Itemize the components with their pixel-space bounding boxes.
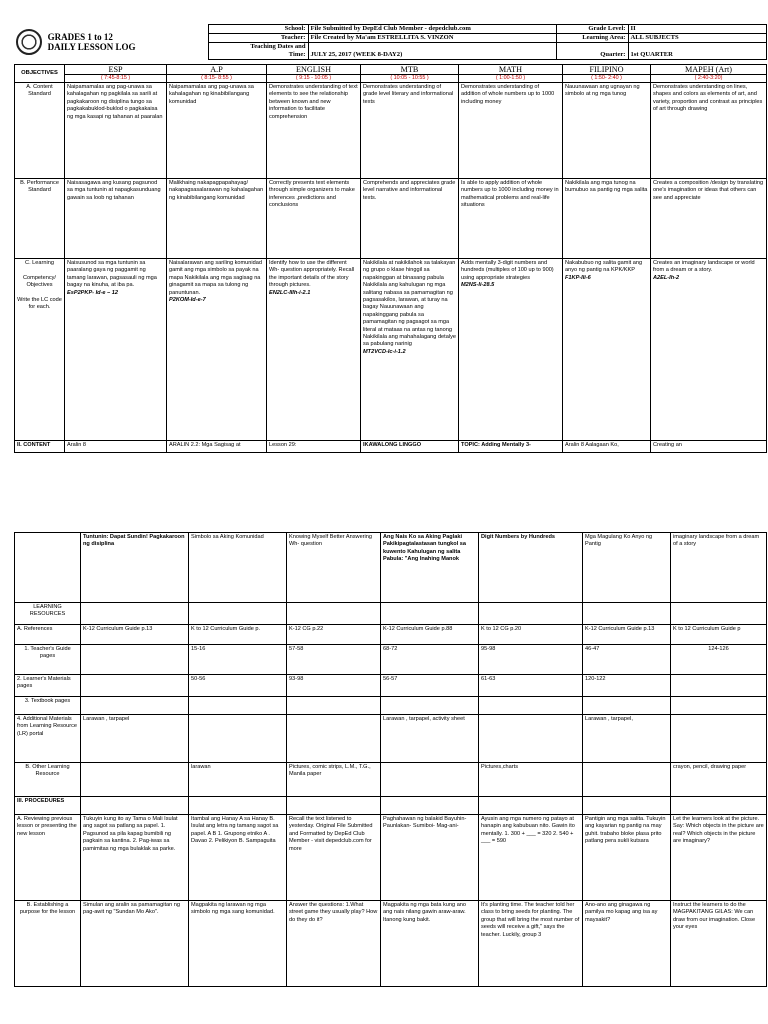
row-label: B. Establishing a purpose for the lesson (15, 901, 81, 987)
cell-mapeh: imaginary landscape from a dream of a story (671, 533, 767, 603)
row-label: B. Other Learning Resource (15, 763, 81, 797)
row-label: A. Content Standard (15, 83, 65, 179)
cell-mtb (381, 763, 479, 797)
cell-ap: K to 12 Curriculum Guide p. (189, 625, 287, 645)
teaching-dates-value: JULY 25, 2017 (WEEK 8-DAY2) (308, 43, 556, 60)
row-label: LEARNING RESOURCES (15, 603, 81, 625)
subject-mapeh: MAPEH (Art) (651, 65, 767, 75)
cell-ap: 15-16 (189, 645, 287, 675)
cell-filipino: 120-122 (583, 675, 671, 697)
cell-mtb: K-12 Curriculum Guide p.88 (381, 625, 479, 645)
title-line-2: DAILY LESSON LOG (47, 42, 136, 52)
subject-esp: ESP (65, 65, 167, 75)
cell-english: K-12 CG p.22 (287, 625, 381, 645)
row-label: B. Performance Standard (15, 179, 65, 259)
time-ap: ( 8:15- 8:55 ) (167, 75, 267, 83)
cell-math: Ayusin ang mga numero ng patayo at hanapin ang kabubuan nito. Gawin ito mentally. 1. 300 + ___ = 320 2. 540 + ___ = 590 (479, 815, 583, 901)
cell-math: Adds mentally 3-digit numbers and hundreds (multiples of 100 up to 900) using appropriate strategies M2NS-Ii-28.5 (459, 259, 563, 441)
row-label: 3. Textbook pages (15, 697, 81, 715)
cell-esp (81, 645, 189, 675)
quarter-value: 1st QUARTER (628, 43, 766, 60)
time-esp: ( 7:45-8:15 ) (65, 75, 167, 83)
cell-english: 93-98 (287, 675, 381, 697)
cell-esp: K-12 Curriculum Guide p.13 (81, 625, 189, 645)
cell-filipino (583, 763, 671, 797)
cell-filipino: Nauunawaan ang ugnayan ng simbolo at ng mga tunog (563, 83, 651, 179)
lc-code: P2KOM-Id-e-7 (169, 297, 206, 304)
additional-materials-row (15, 715, 767, 763)
cell-esp: Naipamamalas ang pag-unawa sa kahalagahan ng pagkilala sa sarili at pagkakaroon ng disiplina tungo sa pagkakabuklod-buklod o pagkakaisa ng mga kasapi ng tahanan at paaralan (65, 83, 167, 179)
cell-mtb: 68-72 (381, 645, 479, 675)
learning-area-label: Learning Area: (556, 34, 628, 43)
deped-seal-icon (16, 29, 42, 55)
cell-mapeh: Creating an (651, 441, 767, 453)
row-label: A. Reviewing previous lesson or presenting the new lesson (15, 815, 81, 901)
cell-ap: 50-56 (189, 675, 287, 697)
lc-code: M2NS-Ii-28.5 (461, 282, 495, 289)
competency-row (15, 259, 767, 441)
cell-english: Identify how to use the different Wh- question appropriately. Recall the important details of the story through pictures. EN2LC-IIIh-i-2.1 (267, 259, 361, 441)
subject-ap: A.P (167, 65, 267, 75)
cell-math: Digit Numbers by Hundreds (479, 533, 583, 603)
cell-math: Pictures,charts (479, 763, 583, 797)
reviewing-row (15, 815, 767, 901)
references-row (15, 625, 767, 645)
row-label: III. PROCEDURES (15, 797, 81, 815)
cell-ap: Naisalarawan ang sariling komunidad gamit ang mga simbolo sa payak na mapa Nakikilala ang mga sagisag na ginagamit sa mapa sa tulong ng panuntunan. P2KOM-Id-e-7 (167, 259, 267, 441)
row-label: 4. Additional Materials from Learning Resource (LR) portal (15, 715, 81, 763)
cell-math: 61-63 (479, 675, 583, 697)
cell-esp: Simulan ang aralin sa pamamagitan ng pag-awit ng "Sundan Mo Ako". (81, 901, 189, 987)
cell-english: Correctly presents text elements through simple organizers to make inferences ,predictions and conclusions (267, 179, 361, 259)
cell-ap: Naipamamalas ang pag-unawa sa kahalagahan ng kinabibilangang komunidad (167, 83, 267, 179)
cell-mtb: Magpakita ng mga bata kung ano ang nais nilang gawin araw-araw. Itanong kung bakit. (381, 901, 479, 987)
cell-filipino: Nakabubuo ng salita gamit ang anyo ng pantig na KPK/KKP F1KP-IIi-6 (563, 259, 651, 441)
time-math: ( 1:00-1:50 ) (459, 75, 563, 83)
objectives-heading: OBJECTIVES (15, 65, 65, 83)
cell-math: Is able to apply addition of whole numbers up to 1000 including money in mathematical problems and real-life situations (459, 179, 563, 259)
time-filipino: ( 1:50- 2:40 ) (563, 75, 651, 83)
textbook-row (15, 697, 767, 715)
cell-english (287, 715, 381, 763)
cell-mtb: Paghahawan ng balakid Bayuhin- Paunlakan- Sumiboi- Mag-ani- (381, 815, 479, 901)
cell-mapeh: crayon, pencil, drawing paper (671, 763, 767, 797)
cell-math: 95-98 (479, 645, 583, 675)
cell-math: It's planting time. The teacher told her class to bring seeds for planting. The group that will bring the most number of seeds will receive a gift," says the teacher. Luckily, group 3 (479, 901, 583, 987)
lc-code: EsP2PKP- Id-e – 12 (67, 289, 118, 296)
lesson-log-page-top (14, 24, 766, 453)
teacher-label: Teacher: (208, 34, 308, 43)
cell-filipino: K-12 Curriculum Guide p.13 (583, 625, 671, 645)
content-standard-row (15, 83, 767, 179)
cell-mapeh: Demonstrates understanding on lines, shapes and colors as elements of art, and variety, proportion and contrast as principles of art through drawing (651, 83, 767, 179)
cell-filipino: 46-47 (583, 645, 671, 675)
cell-mtb: Nakikilala at nakikilahok sa talakayan ng grupo o klase hinggil sa napakinggan at binasang pabula Nakikilala ang kahulugan ng mga salitang nabasa sa pamamagitan ng pagsasakilos, larawan, at turay na bagay Nauunawaan ang napakinggang pabula sa pamamagitan ng pagsagot sa mga literal at mataas na antas ng tanong Nakikilala ang mahahalagang detalye sa pabulang narinig MT2VCD-Ic-i-1.2 (361, 259, 459, 441)
lesson-log-page-bottom (14, 532, 766, 987)
cell-ap: ARALIN 2.2: Mga Sagisag at (167, 441, 267, 453)
cell-ap: Simbolo sa Aking Komunidad (189, 533, 287, 603)
cell-esp: Tukuyin kung ito ay Tama o Mali Isulat ang sagot sa patlang sa papel. 1. Pagsunod sa pila kapag bumibili ng pagkain sa kantina. 2. Pag-iwas sa pamimitas ng mga bulaklak sa parke. (81, 815, 189, 901)
learning-resources-row (15, 603, 767, 625)
teachers-guide-row (15, 645, 767, 675)
cell-esp (81, 763, 189, 797)
cell-filipino: Aralin 8 Aalagaan Ko, (563, 441, 651, 453)
cell-mtb: IKAWALONG LINGGO (361, 441, 459, 453)
lc-code: MT2VCD-Ic-i-1.2 (363, 348, 406, 355)
subject-filipino: FILIPINO (563, 65, 651, 75)
cell-filipino: Mga Magulang Ko Anyo ng Pantig (583, 533, 671, 603)
school-label: School: (208, 25, 308, 34)
performance-standard-row (15, 179, 767, 259)
learners-materials-row (15, 675, 767, 697)
cell-esp (81, 675, 189, 697)
cell-ap (189, 715, 287, 763)
cell-mapeh: Creates an imaginary landscape or world from a dream or a story. A2EL-Ih-2 (651, 259, 767, 441)
cell-mapeh (671, 675, 767, 697)
cell-math: K to 12 CG p.20 (479, 625, 583, 645)
lc-code: A2EL-Ih-2 (653, 274, 680, 281)
row-label: 1. Teacher's Guide pages (15, 645, 81, 675)
time-english: ( 9:15 - 10:05 ) (267, 75, 361, 83)
cell-mtb: Demonstrates understanding of grade level literary and informational texts (361, 83, 459, 179)
cell-filipino: Pantigin ang mga salita. Tukuyin ang kayarian ng pantig na may guhit. trabaho bloke plasa prito patlang pera sukli kutsara (583, 815, 671, 901)
cell-mtb: Comprehends and appreciates grade level narrative and informational texts. (361, 179, 459, 259)
objectives-table (14, 64, 767, 453)
resources-table (14, 532, 767, 987)
cell-esp: Naisasagawa ang kusang pagsunod sa mga tuntunin at napagkasunduang gawain sa loob ng tahanan (65, 179, 167, 259)
quarter-label: Quarter: (556, 43, 628, 60)
cell-math (479, 715, 583, 763)
cell-filipino: Nakikilala ang mga tunog na bumubuo sa pantig ng mga salita (563, 179, 651, 259)
cell-english: Knowing Myself Better Answering Wh- question (287, 533, 381, 603)
content-row (15, 441, 767, 453)
cell-mapeh: Creates a composition /design by translating one's imagination or ideas that others can see and appreciate (651, 179, 767, 259)
cell-mapeh: Instruct the learners to do the MAGPAKITANG GILAS: We can draw from our imagination. Close your eyes (671, 901, 767, 987)
learning-area-value: ALL SUBJECTS (628, 34, 766, 43)
cell-english: Demonstrates understanding of text elements to see the relationship between known and new information to facilitate comprehension (267, 83, 361, 179)
row-label: C. Learning Competency/ Objectives Write the LC code for each. (15, 259, 65, 441)
cell-english: Lesson 29: (267, 441, 361, 453)
time-mtb: ( 10:05 - 10:55 ) (361, 75, 459, 83)
title-block (14, 25, 208, 60)
teaching-dates-label: Teaching Dates and Time: (208, 43, 308, 60)
cell-english: Recall the text listened to yesterday. Original File Submitted and Formatted by DepEd Club Member - visit depedclub.com for more (287, 815, 381, 901)
subject-mtb: MTB (361, 65, 459, 75)
procedures-row (15, 797, 767, 815)
lc-code: F1KP-IIi-6 (565, 274, 591, 281)
cell-esp: Larawan , tarpapel (81, 715, 189, 763)
cell-filipino: Larawan , tarpapel, (583, 715, 671, 763)
header-table (14, 24, 767, 60)
cell-mapeh: K to 12 Curriculum Guide p (671, 625, 767, 645)
cell-esp: Tuntunin: Dapat Sundin! Pagkakaroon ng disiplina (81, 533, 189, 603)
time-mapeh: ( 2:40-3:20) (651, 75, 767, 83)
cell-mtb: 56-57 (381, 675, 479, 697)
cell-math: TOPIC: Adding Mentally 3- (459, 441, 563, 453)
lc-code: EN2LC-IIIh-i-2.1 (269, 289, 311, 296)
title-line-1: GRADES 1 to 12 (47, 32, 113, 42)
cell-english: Answer the questions: 1.What street game they usually play? How do they do it? (287, 901, 381, 987)
cell-mtb: Ang Nais Ko sa Aking Paglaki Pakikipagtalastasan tungkol sa kuwento Kahulugan ng salita Pabula: "Ang Inahing Manok (381, 533, 479, 603)
grade-label: Grade Level: (556, 25, 628, 34)
cell-mtb: Larawan , tarpapel, activity sheet (381, 715, 479, 763)
cell-math: Demonstrates understanding of addition of whole numbers up to 1000 including money (459, 83, 563, 179)
cell-english: 57-58 (287, 645, 381, 675)
cell-esp: Naisusunod sa mga tuntunin sa paaralang gaya ng paggamit ng tamang larawan, pagsasauli ng mga bagay na kinuha, at iba pa. EsP2PKP- Id-e – 12 (65, 259, 167, 441)
cell-ap: Magpakita ng larawan ng mga simbolo ng mga sang komunidad. (189, 901, 287, 987)
cell-ap: Itambal ang Hanay A sa Hanay B. Isulat ang letra ng tamang sagot sa papel. A B 1. Grupong etniko A . Davao 2. Pelikiyon B. Sampaguita (189, 815, 287, 901)
cell-mapeh: Let the learners look at the picture. Say: Which objects in the picture are real? Which objects in the picture are imaginary? (671, 815, 767, 901)
cell-ap: larawan (189, 763, 287, 797)
other-resources-row (15, 763, 767, 797)
grade-value: II (628, 25, 766, 34)
content-continuation-row (15, 533, 767, 603)
school-value: File Submitted by DepEd Club Member - depedclub.com (308, 25, 556, 34)
cell-mapeh (671, 715, 767, 763)
row-label: II. CONTENT (15, 441, 65, 453)
cell-english: Pictures, comic strips, L.M., T.G., Manila paper (287, 763, 381, 797)
establishing-row (15, 901, 767, 987)
cell-filipino: Ano-ano ang ginagawa ng pamilya mo kapag ang isa ay maysakit? (583, 901, 671, 987)
cell-esp: Aralin 8 (65, 441, 167, 453)
cell-mapeh: 124-126 (671, 645, 767, 675)
subject-english: ENGLISH (267, 65, 361, 75)
subject-math: MATH (459, 65, 563, 75)
teacher-value: File Created by Ma'am ESTRELLITA S. VINZON (308, 34, 556, 43)
cell-ap: Malikhaing nakapagpapahayag/ nakapagsasalarawan ng kahalagahan ng kinabibilangang komunidad (167, 179, 267, 259)
row-label: A. References (15, 625, 81, 645)
row-label: 2. Learner's Materials pages (15, 675, 81, 697)
